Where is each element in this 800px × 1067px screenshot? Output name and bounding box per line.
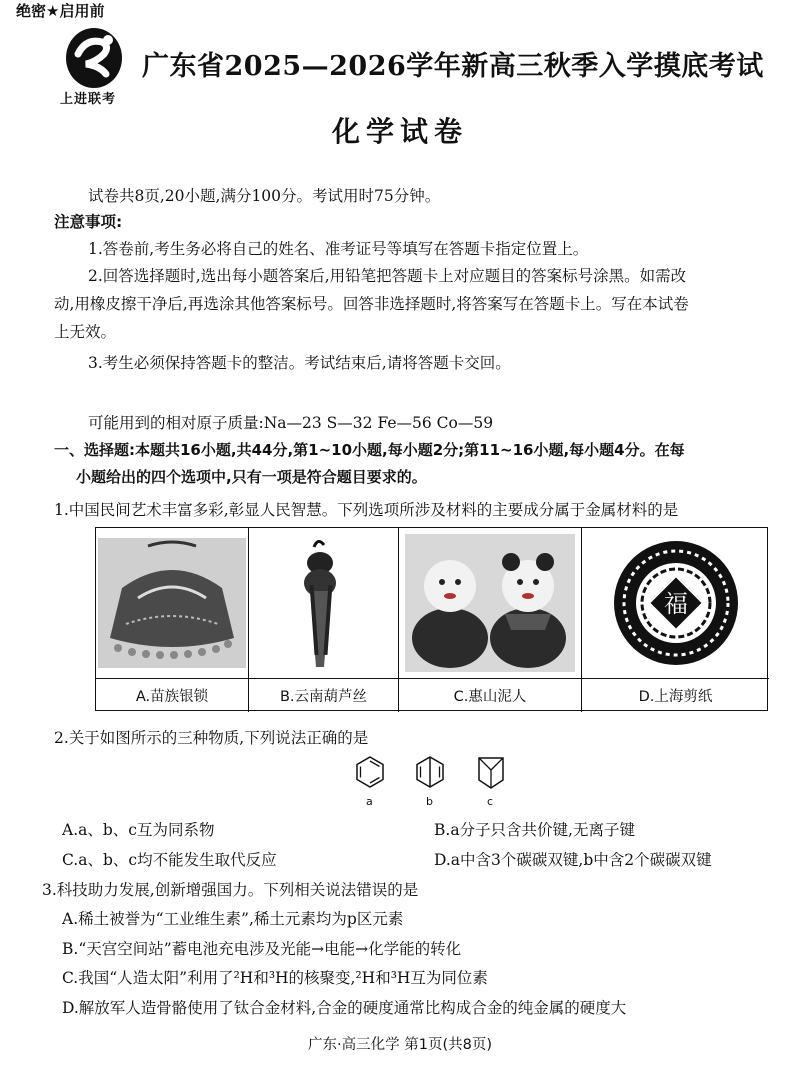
exam-title: 广东省2025—2026学年新高三秋季入学摸底考试 — [142, 51, 764, 82]
option-b-label: B.云南葫芦丝 — [249, 678, 399, 712]
subject-title: 化学试卷 — [331, 115, 468, 148]
q1-image-table — [95, 527, 768, 711]
q3-option-b: B.“天宫空间站”蓄电池充电涉及光能→电能→化学能的转化 — [62, 940, 462, 958]
notice-item-3: 3.考生必须保持答题卡的整洁。考试结束后,请将答题卡交回。 — [88, 354, 511, 372]
option-c-label: C.惠山泥人 — [399, 678, 582, 712]
option-c-image — [399, 528, 582, 678]
molecule-c-prismane — [476, 755, 506, 791]
section-1-line-2: 小题给出的四个选项中,只有一项是符合题目要求的。 — [76, 468, 427, 486]
molecule-b-label: b — [426, 795, 433, 808]
molecule-b-dewar-benzene — [414, 755, 446, 791]
q2-option-d: D.a中含3个碳碳双键,b中含2个碳碳双键 — [434, 851, 712, 869]
q3-stem: 3.科技助力发展,创新增强国力。下列相关说法错误的是 — [42, 881, 419, 899]
q3-option-c: C.我国“人造太阳”利用了²H和³H的核聚变,²H和³H互为同位素 — [62, 969, 488, 987]
notice-item-2-line-3: 上无效。 — [54, 323, 117, 341]
q1-stem: 1.中国民间艺术丰富多彩,彰显人民智慧。下列选项所涉及材料的主要成分属于金属材料的是 — [54, 501, 679, 519]
page-footer: 广东·高三化学 第1页(共8页) — [308, 1037, 492, 1053]
option-d-label: D.上海剪纸 — [582, 678, 769, 712]
option-a-image — [96, 528, 249, 678]
silver-lock-image — [98, 538, 246, 668]
notice-item-2-line-1: 2.回答选择题时,选出每小题答案后,用铅笔把答题卡上对应题目的答案标号涂黑。如需改 — [88, 267, 687, 285]
papercut-fu-char: 福 — [663, 590, 688, 618]
option-a-label: A.苗族银锁 — [96, 678, 249, 712]
molecule-c-label: c — [487, 795, 494, 808]
paper-cut-image — [606, 533, 746, 673]
q2-option-a: A.a、b、c互为同系物 — [62, 821, 215, 839]
q2-option-b: B.a分子只含共价键,无离子键 — [434, 821, 635, 839]
molecule-a-label: a — [366, 795, 373, 808]
logo-text: 上进联考 — [60, 92, 117, 107]
notice-heading: 注意事项: — [54, 213, 123, 231]
clay-figurines-image — [405, 534, 575, 672]
q3-option-d: D.解放军人造骨骼使用了钛合金材料,合金的硬度通常比构成合金的纯金属的硬度大 — [62, 999, 627, 1017]
notice-item-1: 1.答卷前,考生务必将自己的姓名、准考证号等填写在答题卡指定位置上。 — [88, 240, 589, 258]
q2-option-c: C.a、b、c均不能发生取代反应 — [62, 851, 277, 869]
q3-option-a: A.稀土被誉为“工业维生素”,稀土元素均为p区元素 — [62, 910, 404, 928]
molecule-a-benzene — [354, 755, 386, 791]
option-d-image — [582, 528, 769, 678]
q2-stem: 2.关于如图所示的三种物质,下列说法正确的是 — [54, 729, 369, 747]
atomic-masses: 可能用到的相对原子质量:Na—23 S—32 Fe—56 Co—59 — [88, 414, 494, 432]
option-b-image — [249, 528, 399, 678]
section-1-line-1: 一、选择题:本题共16小题,共44分,第1~10小题,每小题2分;第11~16小题,每小题4分。在每 — [54, 441, 685, 459]
exam-intro: 试卷共8页,20小题,满分100分。考试用时75分钟。 — [88, 187, 441, 205]
hulusi-image — [254, 533, 394, 673]
secret-label: 绝密★启用前 — [16, 2, 105, 20]
notice-item-2-line-2: 动,用橡皮擦干净后,再选涂其他答案标号。回答非选择题时,将答案写在答题卡上。写在本试卷 — [54, 295, 689, 313]
